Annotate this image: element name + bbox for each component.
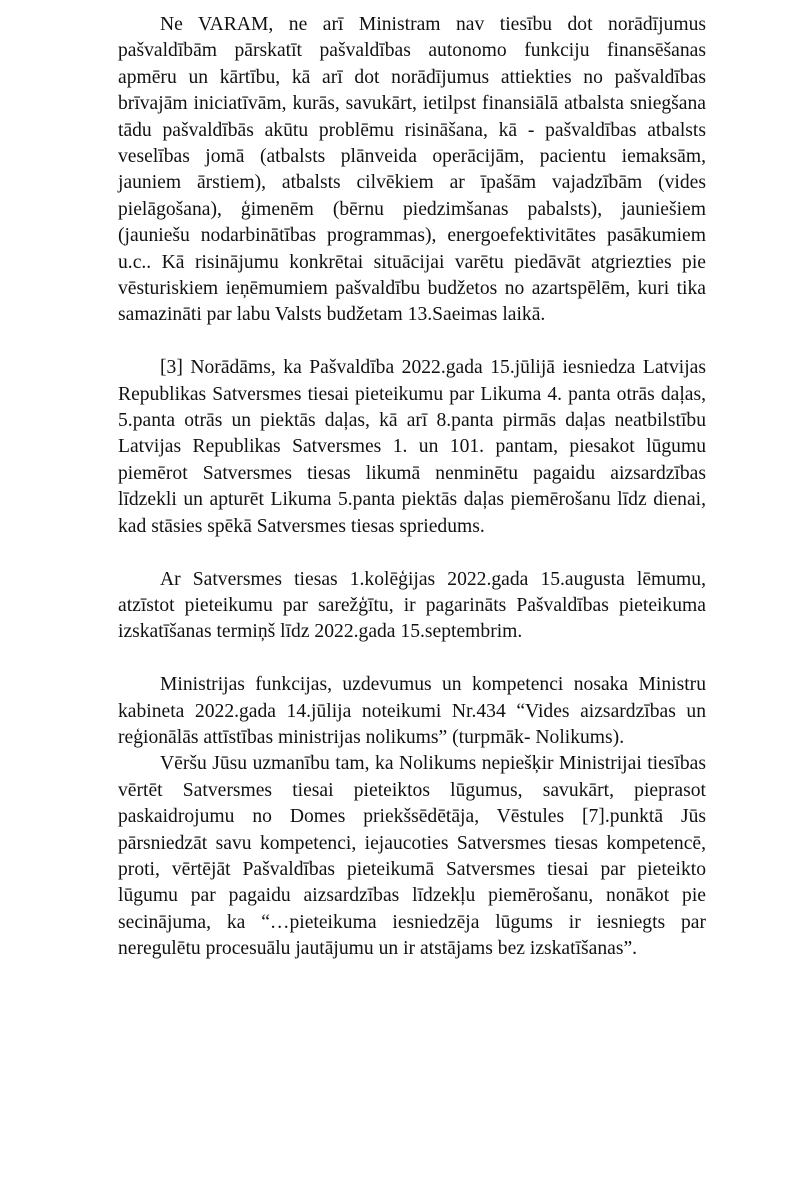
paragraph-point-3-application: [3] Norādāms, ka Pašvaldība 2022.gada 15.jūlijā iesniedza Latvijas Republikas Satversmes tiesai pieteikumu par Likuma 4. panta otrās daļas, 5.panta otrās un piektās daļas, kā arī 8.panta pirmās daļas neatbilstību Latvijas Republikas Satversmes 1. un 101. pantam, piesakot lūgumu piemērot Satversmes tiesas likumā nenminētu pagaidu aizsardzības līdzekli un apturēt Likuma 5.panta piektās daļas piemērošanu līdz dienai, kad stāsies spēkā Satversmes tiesas spriedums.	[118, 357, 706, 537]
paragraph-court-decision: Ar Satversmes tiesas 1.kolēģijas 2022.gada 15.augusta lēmumu, atzīstot pieteikumu par sarežģītu, ir pagarināts Pašvaldības pieteikuma izskatīšanas termiņš līdz 2022.gada 15.septembrim.	[118, 568, 706, 643]
paragraph-varam-rights: Ne VARAM, ne arī Ministram nav tiesību dot norādījumus pašvaldībām pārskatīt pašvaldības autonomo funkciju finansēšanas apmēru un kārtību, kā arī dot norādījumus attiekties no pašvaldības brīvajām iniciatīvām, kurās, savukārt, ietilpst finansiālā atbalsta sniegšana tādu pašvaldībās akūtu problēmu risināšana, kā - pašvaldības atbalsts veselības jomā (atbalsts plānveida operācijām, pacientu iemaksām, jauniem ārstiem), atbalsts cilvēkiem ar īpašām vajadzībām (vides pielāgošana), ģimenēm (bērnu piedzimšanas pabalsts), jauniešiem (jauniešu nodarbinātības programmas), energoefektivitātes pasākumiem u.c.. Kā risinājumu konkrētai situācijai varētu piedāvāt atgriezties pie vēsturiskiem ieņēmumiem pašvaldību budžetos no azartspēlēm, kuri tika samazināti par labu Valsts budžetam 13.Saeimas laikā.	[118, 14, 706, 326]
paragraph-ministry-functions: Ministrijas funkcijas, uzdevumus un kompetenci nosaka Ministru kabineta 2022.gada 14.jūlija noteikumi Nr.434 “Vides aizsardzības un reģionālās attīstības ministrijas nolikums” (turpmāk- Nolikums).	[118, 674, 706, 748]
document-page	[118, 12, 706, 963]
paragraph-attention-competence: Vēršu Jūsu uzmanību tam, ka Nolikums nepiešķir Ministrijai tiesības vērtēt Satversmes tiesai pieteiktos lūgumus, savukārt, pieprasot paskaidrojumu no Domes priekšsēdētāja, Vēstules [7].punktā Jūs pārsniedzāt savu kompetenci, iejaucoties Satversmes tiesas kompetencē, proti, vērtējāt Pašvaldības pieteikumā Satversmes tiesai par pieteikto lūgumu par pagaidu aizsardzības līdzekļu piemērošanu, nonākot pie secinājuma, ka “…pieteikuma iesniedzēja lūgums ir iesniegts par neregulētu procesuālu jautājumu un ir atstājams bez izskatīšanas”.	[118, 753, 706, 960]
